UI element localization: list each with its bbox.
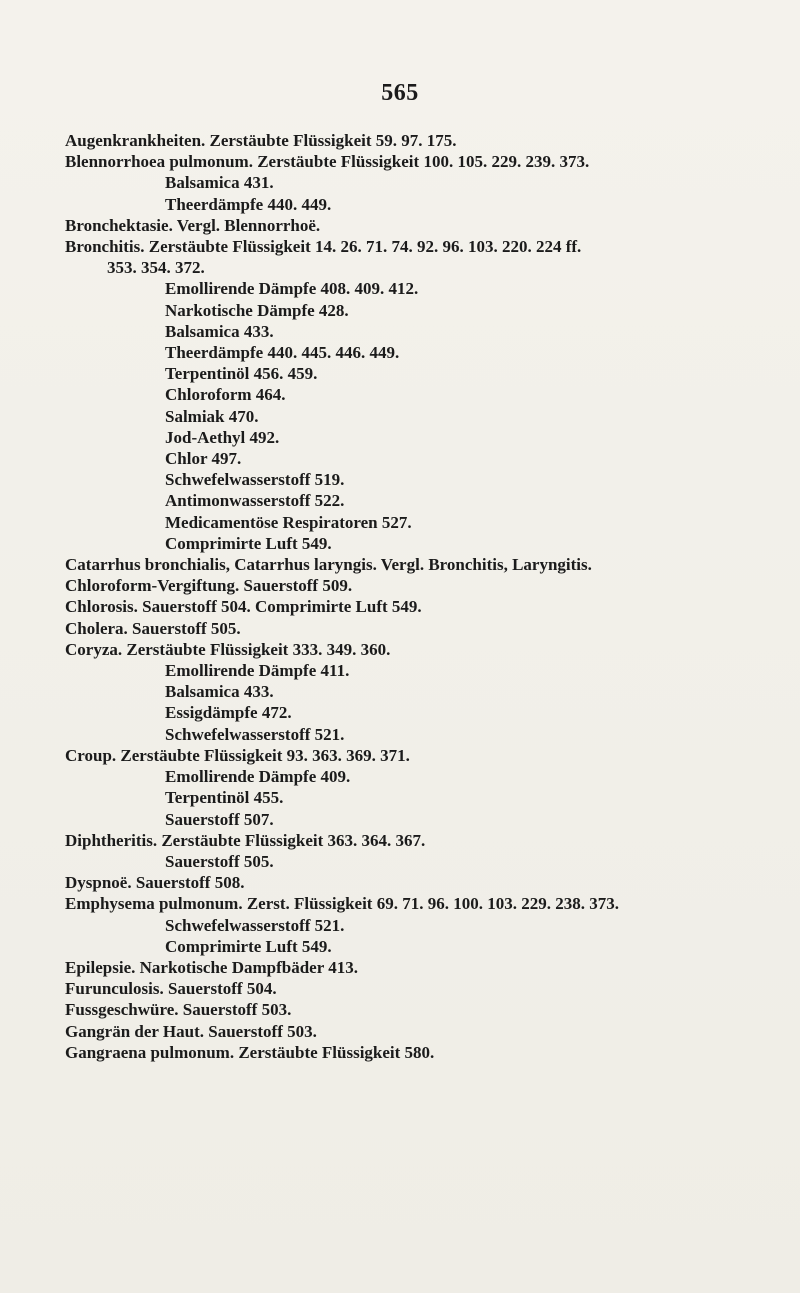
index-subentry: Narkotische Dämpfe 428. xyxy=(165,300,349,320)
index-subentry: Schwefelwasserstoff 521. xyxy=(165,724,345,744)
index-entry: Cholera. Sauerstoff 505. xyxy=(65,618,241,638)
index-entry: Bronchektasie. Vergl. Blennorrhoë. xyxy=(65,215,321,235)
index-subentry: Medicamentöse Respiratoren 527. xyxy=(165,512,412,532)
index-entry: Chloroform-Vergiftung. Sauerstoff 509. xyxy=(65,576,353,596)
index-entry: Diphtheritis. Zerstäubte Flüssigkeit 363. 364. 367. xyxy=(65,830,426,850)
index-entry: Epilepsie. Narkotische Dampfbäder 413. xyxy=(65,957,358,977)
page-number: 565 xyxy=(381,80,419,106)
index-subentry: Terpentinöl 455. xyxy=(165,788,284,808)
index-subentry: Theerdämpfe 440. 445. 446. 449. xyxy=(165,343,400,363)
index-entry: Furunculosis. Sauerstoff 504. xyxy=(65,979,277,999)
index-entry: Augenkrankheiten. Zerstäubte Flüssigkeit 59. 97. 175. xyxy=(65,131,457,150)
index-continuation: 353. 354. 372. xyxy=(107,258,205,278)
index-entry: Fussgeschwüre. Sauerstoff 503. xyxy=(65,1000,292,1020)
index-subentry: Terpentinöl 456. 459. xyxy=(165,364,318,384)
index-subentry: Schwefelwasserstoff 519. xyxy=(165,470,345,490)
index-subentry: Sauerstoff 507. xyxy=(165,809,274,829)
index-subentry: Theerdämpfe 440. 449. xyxy=(165,194,332,214)
index-entry: Coryza. Zerstäubte Flüssigkeit 333. 349. 360. xyxy=(65,639,391,659)
index-entry: Gangrän der Haut. Sauerstoff 503. xyxy=(65,1021,317,1041)
index-subentry: Essigdämpfe 472. xyxy=(165,703,292,723)
index-entry: Croup. Zerstäubte Flüssigkeit 93. 363. 369. 371. xyxy=(65,745,410,765)
index-entry: Emphysema pulmonum. Zerst. Flüssigkeit 69. 71. 96. 100. 103. 229. 238. 373. xyxy=(65,894,619,914)
index-entries xyxy=(65,130,765,1063)
index-subentry: Comprimirte Luft 549. xyxy=(165,533,332,553)
index-subentry: Emollirende Dämpfe 411. xyxy=(165,661,350,681)
index-subentry: Jod-Aethyl 492. xyxy=(165,427,280,447)
index-entry: Catarrhus bronchialis, Catarrhus laryngis. Vergl. Bronchitis, Laryngitis. xyxy=(65,555,592,575)
index-entry: Dyspnoë. Sauerstoff 508. xyxy=(65,873,245,893)
index-subentry: Chloroform 464. xyxy=(165,385,286,405)
index-entry: Chlorosis. Sauerstoff 504. Comprimirte Luft 549. xyxy=(65,597,422,617)
index-subentry: Antimonwasserstoff 522. xyxy=(165,491,345,511)
index-subentry: Balsamica 433. xyxy=(165,321,274,341)
index-subentry: Emollirende Dämpfe 409. xyxy=(165,767,351,787)
index-entry: Blennorrhoea pulmonum. Zerstäubte Flüssigkeit 100. 105. 229. 239. 373. xyxy=(65,152,590,172)
index-subentry: Balsamica 433. xyxy=(165,682,274,702)
index-subentry: Emollirende Dämpfe 408. 409. 412. xyxy=(165,279,419,299)
index-entry: Gangraena pulmonum. Zerstäubte Flüssigkeit 580. xyxy=(65,1042,435,1062)
index-subentry: Balsamica 431. xyxy=(165,173,274,193)
index-subentry: Chlor 497. xyxy=(165,449,242,469)
index-subentry: Salmiak 470. xyxy=(165,406,259,426)
index-subentry: Comprimirte Luft 549. xyxy=(165,936,332,956)
index-entry: Bronchitis. Zerstäubte Flüssigkeit 14. 26. 71. 74. 92. 96. 103. 220. 224 ff. xyxy=(65,237,582,257)
index-subentry: Schwefelwasserstoff 521. xyxy=(165,915,345,935)
index-subentry: Sauerstoff 505. xyxy=(165,851,274,871)
